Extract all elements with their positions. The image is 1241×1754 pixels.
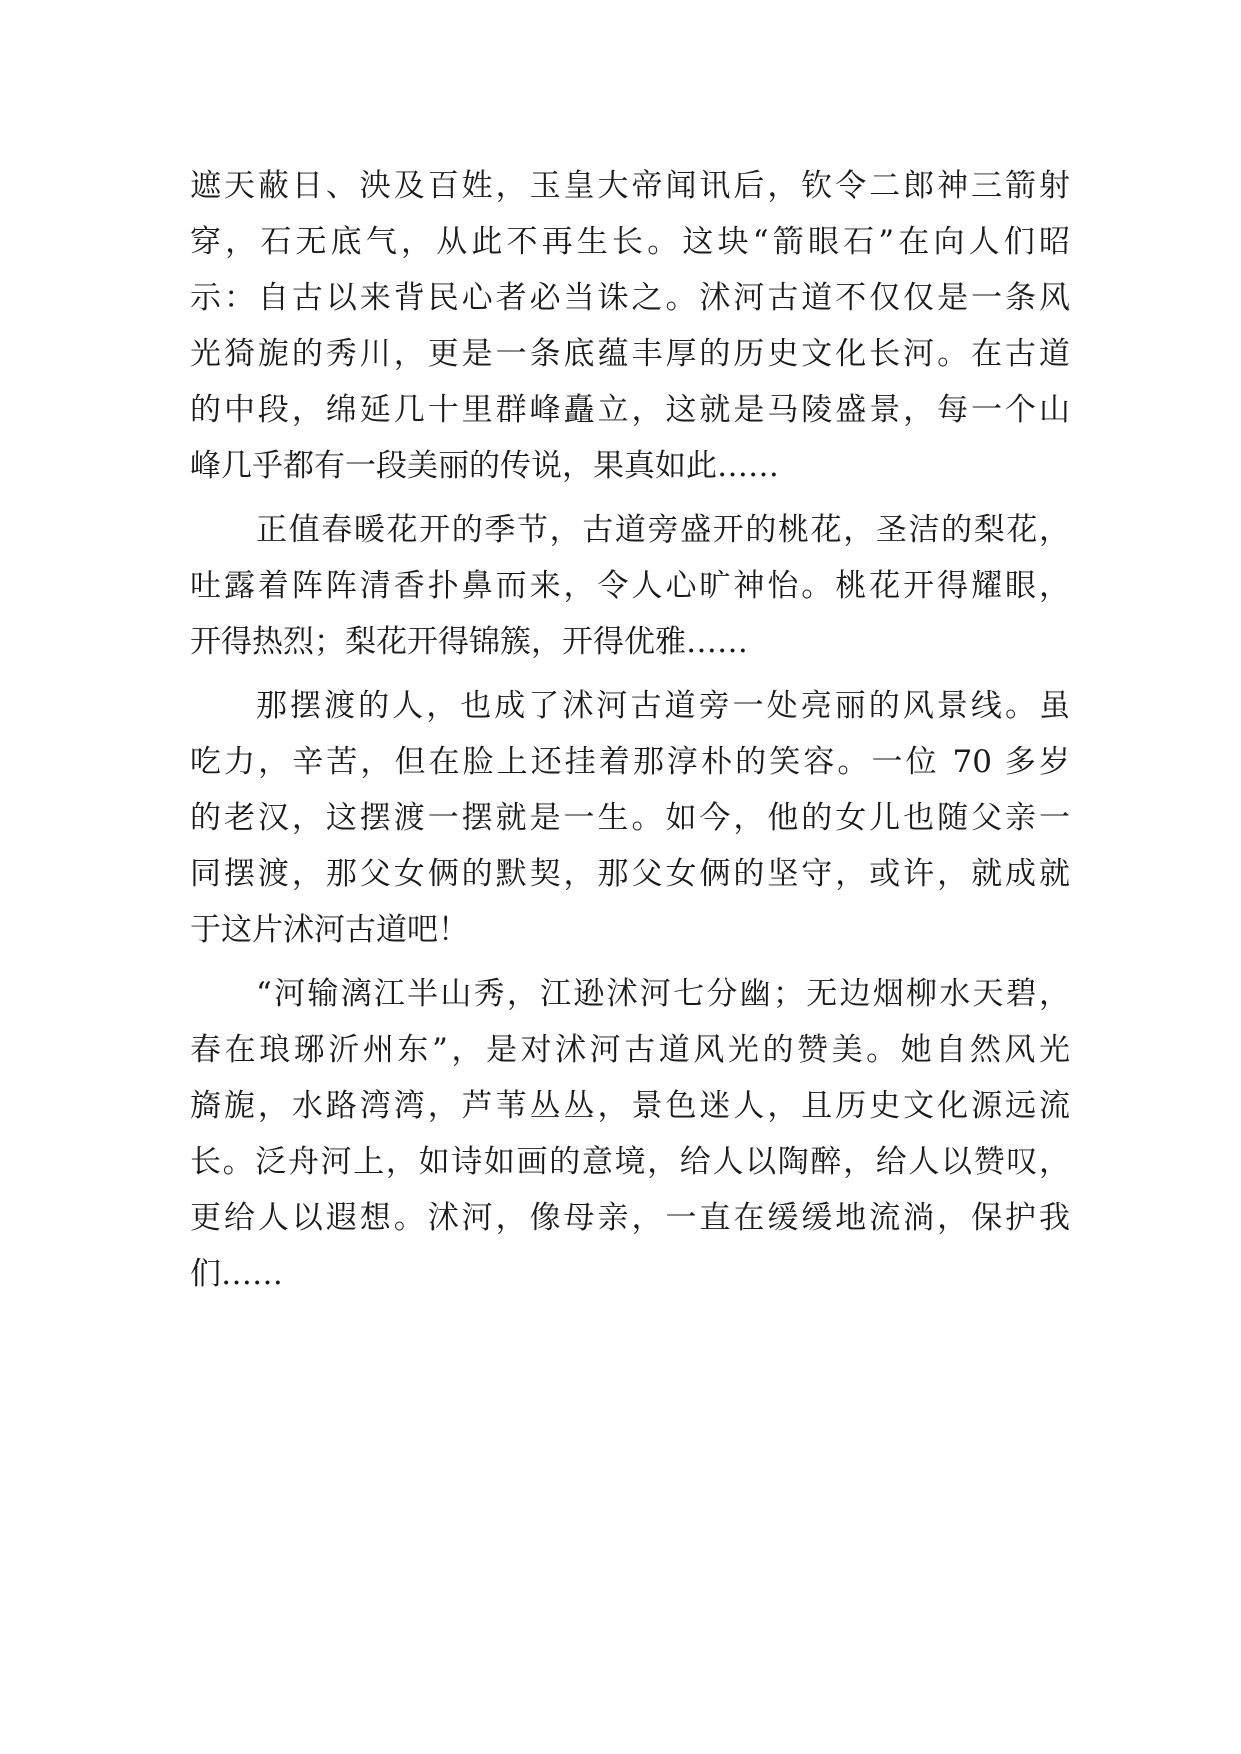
paragraph-line: 正值春暖花开的季节，古道旁盛开的桃花，圣洁的梨花， <box>256 512 1070 548</box>
paragraph-line: 穿，石无底气，从此不再生长。这块“箭眼石”在向人们昭 <box>190 224 1070 260</box>
paragraph-line: 示：自古以来背民心者必当诛之。沭河古道不仅仅是一条风 <box>190 280 1070 316</box>
paragraph-2 <box>190 502 1070 670</box>
paragraph-line: 光猗旎的秀川，更是一条底蕴丰厚的历史文化长河。在古道 <box>190 336 1070 372</box>
paragraph-line: 们…… <box>190 1256 283 1292</box>
paragraph-line: 那摆渡的人，也成了沭河古道旁一处亮丽的风景线。虽 <box>256 688 1070 724</box>
paragraph-line: 春在琅琊沂州东”，是对沭河古道风光的赞美。她自然风光 <box>190 1032 1070 1068</box>
paragraph-4 <box>190 966 1070 1302</box>
paragraph-3 <box>190 678 1070 958</box>
paragraph-line: 旖旎，水路湾湾，芦苇丛丛，景色迷人，且历史文化源远流 <box>190 1088 1070 1124</box>
paragraph-line: 峰几乎都有一段美丽的传说，果真如此…… <box>190 448 779 484</box>
paragraph-line: 同摆渡，那父女俩的默契，那父女俩的坚守，或许，就成就 <box>190 856 1070 892</box>
paragraph-line: 遮天蔽日、泱及百姓，玉皇大帝闻讯后，钦令二郎神三箭射 <box>190 168 1070 204</box>
body-text <box>190 158 1070 1302</box>
paragraph-line: 吃力，辛苦，但在脸上还挂着那淳朴的笑容。一位 70 多岁 <box>190 744 1070 780</box>
paragraph-line: 吐露着阵阵清香扑鼻而来，令人心旷神怡。桃花开得耀眼， <box>190 568 1070 604</box>
paragraph-line: 的中段，绵延几十里群峰矗立，这就是马陵盛景，每一个山 <box>190 392 1070 428</box>
paragraph-line: 开得热烈；梨花开得锦簇，开得优雅…… <box>190 624 748 660</box>
paragraph-line: 于这片沭河古道吧！ <box>190 912 469 948</box>
paragraph-line: “河输漓江半山秀，江逊沭河七分幽；无边烟柳水天碧， <box>256 976 1070 1012</box>
paragraph-line: 长。泛舟河上，如诗如画的意境，给人以陶醉，给人以赞叹， <box>190 1144 1070 1180</box>
paragraph-1 <box>190 158 1070 494</box>
paragraph-line: 的老汉，这摆渡一摆就是一生。如今，他的女儿也随父亲一 <box>190 800 1070 836</box>
paragraph-line: 更给人以遐想。沭河，像母亲，一直在缓缓地流淌，保护我 <box>190 1200 1070 1236</box>
